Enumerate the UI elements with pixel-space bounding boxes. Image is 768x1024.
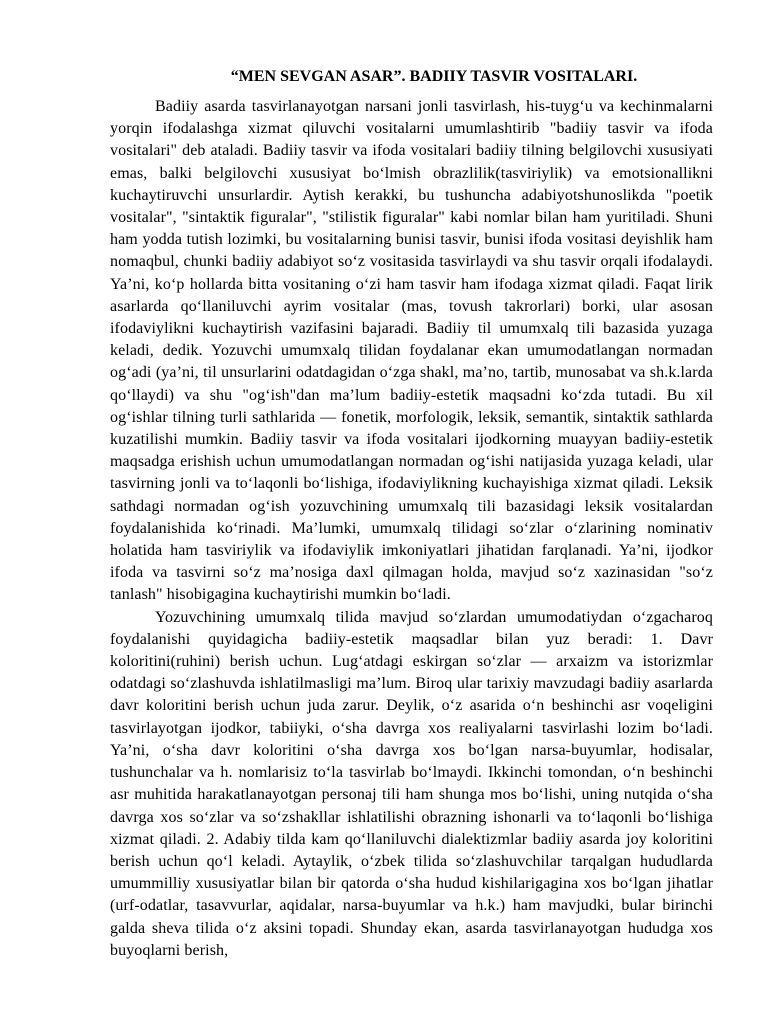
document-body bbox=[110, 96, 713, 962]
document-title: “MEN SEVGAN ASAR”. BADIIY TASVIR VOSITALARI. bbox=[230, 68, 638, 85]
paragraph-1: Badiiy asarda tasvirlanayotgan narsani jonli tasvirlash, his-tuyg‘u va kechinmalarni yorqin ifodalashga xizmat qiluvchi vositalarni umumlashtirib "badiiy tasvir va ifoda vositalari" deb ataladi. Badiiy tasvir va ifoda vositalari badiiy tilning belgilovchi xususiyati emas, balki belgilovchi xususiyat bo‘lmish obrazlilik(tasviriylik) va emotsionallikni kuchaytiruvchi unsurlardir. Aytish kerakki, bu tushuncha adabiyotshunoslikda "poetik vositalar", "sintaktik figuralar", "stilistik figuralar" kabi nomlar bilan ham yuritiladi. Shuni ham yodda tutish lozimki, bu vositalarning bunisi tasvir, bunisi ifoda vositasi deyishlik ham nomaqbul, chunki badiiy adabiyot so‘z vositasida tasvirlaydi va shu tasvir orqali ifodalaydi. Ya’ni, ko‘p hollarda bitta vositaning o‘zi ham tasvir ham ifodaga xizmat qiladi. Faqat lirik asarlarda qo‘llaniluvchi ayrim vositalar (mas, tovush takrorlari) borki, ular asosan ifodaviylikni kuchaytirish vazifasini bajaradi. Badiiy til umumxalq tili bazasida yuzaga keladi, dedik. Yozuvchi umumxalq tilidan foydalanar ekan umumodatlangan normadan og‘adi (ya’ni, til unsurlarini odatdagidan o‘zga shakl, ma’no, tartib, munosabat va sh.k.larda qo‘llaydi) va shu "og‘ish"dan ma’lum badiiy-estetik maqsadni ko‘zda tutadi. Bu xil og‘ishlar tilning turli sathlarida — fonetik, morfologik, leksik, semantik, sintaktik sathlarda kuzatilishi mumkin. Badiiy tasvir va ifoda vositalari ijodkorning muayyan badiiy-estetik maqsadga erishish uchun umumodatlangan normadan og‘ishi natijasida yuzaga keladi, ular tasvirning jonli va to‘laqonli bo‘lishiga, ifodaviylikning kuchayishiga xizmat qiladi. Leksik sathdagi normadan og‘ish yozuvchining umumxalq tili bazasidagi leksik vositalardan foydalanishida ko‘rinadi. Ma’lumki, umumxalq tilidagi so‘zlar o‘zlarining nominativ holatida ham tasviriylik va ifodaviylik imkoniyatlari jihatidan farqlanadi. Ya’ni, ijodkor ifoda va tasvirni so‘z ma’nosiga daxl qilmagan holda, mavjud so‘z xazinasidan "so‘z tanlash" hisobigagina kuchaytirishi mumkin bo‘ladi. bbox=[110, 98, 713, 604]
paragraph-2: Yozuvchining umumxalq tilida mavjud so‘zlardan umumodatiydan o‘zgacharoq foydalanishi quyidagicha badiiy-estetik maqsadlar bilan yuz beradi: 1. Davr koloritini(ruhini) berish uchun. Lug‘atdagi eskirgan so‘zlar — arxaizm va istorizmlar odatdagi so‘zlashuvda ishlatilmasligi ma’lum. Biroq ular tarixiy mavzudagi badiiy asarlarda davr koloritini berish uchun juda zarur. Deylik, o‘z asarida o‘n beshinchi asr voqeligini tasvirlayotgan ijodkor, tabiiyki, o‘sha davrga xos realiyalarni tasvirlashi lozim bo‘ladi. Ya’ni, o‘sha davr koloritini o‘sha davrga xos bo‘lgan narsa-buyumlar, hodisalar, tushunchalar va h. nomlarisiz to‘la tasvirlab bo‘lmaydi. Ikkinchi tomondan, o‘n beshinchi asr muhitida harakatlanayotgan personaj tili ham shunga mos bo‘lishi, uning nutqida o‘sha davrga xos so‘zlar va so‘zshakllar ishlatilishi obrazning ishonarli va to‘laqonli bo‘lishiga xizmat qiladi. 2. Adabiy tilda kam qo‘llaniluvchi dialektizmlar badiiy asarda joy koloritini berish uchun qo‘l keladi. Aytaylik, o‘zbek tilida so‘zlashuvchilar tarqalgan hududlarda umummilliy xususiyatlar bilan bir qatorda o‘sha hudud kishilarigagina xos bo‘lgan jihatlar (urf-odatlar, tasavvurlar, aqidalar, narsa-buyumlar va h.k.) ham mavjudki, bular birinchi galda sheva tilida o‘z aksini topadi. Shunday ekan, asarda tasvirlanayotgan hududga xos buyoqlarni berish, bbox=[110, 608, 713, 959]
